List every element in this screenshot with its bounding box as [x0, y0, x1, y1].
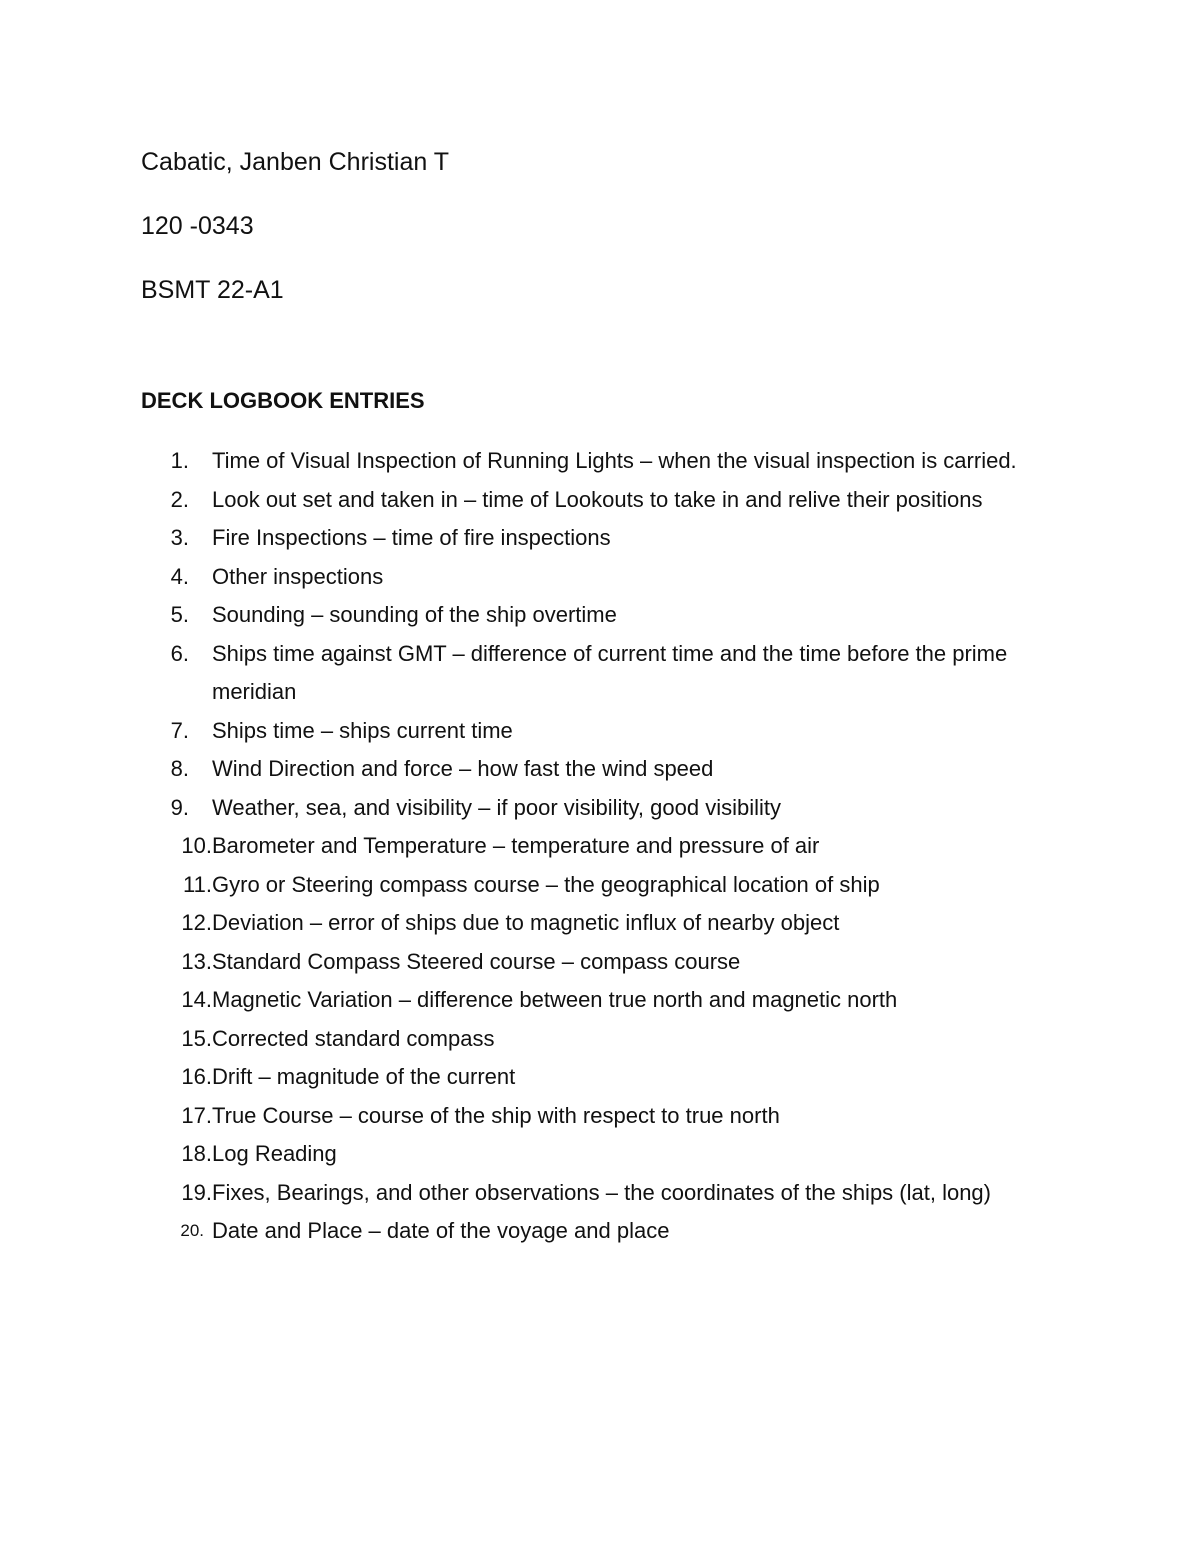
list-item-number: 7.	[170, 717, 189, 743]
document-title: DECK LOGBOOK ENTRIES	[141, 388, 425, 413]
list-item-text: Wind Direction and force – how fast the wind speed	[212, 756, 714, 781]
list-item-text: Deviation – error of ships due to magnetic influx of nearby object	[212, 910, 840, 935]
list-item-number: 14.	[181, 987, 212, 1012]
list-item-number: 1.	[170, 448, 189, 473]
list-item	[141, 827, 1071, 866]
list-item	[141, 712, 1071, 751]
list-item	[141, 981, 1071, 1020]
list-item-text: True Course – course of the ship with respect to true north	[212, 1102, 780, 1128]
list-item	[141, 1058, 1071, 1097]
list-item-number: 18.	[181, 1141, 212, 1166]
list-item-text: Gyro or Steering compass course – the geographical location of ship	[212, 871, 880, 897]
list-item-text: Standard Compass Steered course – compass course	[212, 948, 741, 974]
list-item-text: Ships time – ships current time	[212, 717, 513, 743]
list-item-text: Barometer and Temperature – temperature and pressure of air	[212, 833, 820, 858]
list-item	[141, 904, 1071, 943]
list-item-text: Log Reading	[212, 1141, 337, 1166]
logbook-entries-list	[141, 442, 1071, 1251]
list-item-number: 2.	[170, 486, 189, 512]
list-item-number: 17.	[181, 1102, 212, 1128]
list-item	[141, 1097, 1071, 1136]
list-item-text: Drift – magnitude of the current	[212, 1064, 516, 1089]
list-item-number: 12.	[181, 910, 212, 935]
list-item	[141, 596, 1071, 635]
student-id: 120 -0343	[141, 212, 254, 240]
list-item-number: 8.	[170, 756, 189, 781]
list-item-text: Corrected standard compass	[212, 1025, 495, 1051]
list-item-number: 9.	[170, 794, 189, 820]
list-item	[141, 789, 1071, 828]
list-item-text: Date and Place – date of the voyage and place	[212, 1218, 670, 1243]
list-item-text: Fire Inspections – time of fire inspections	[212, 525, 611, 550]
list-item-text: Time of Visual Inspection of Running Lights – when the visual inspection is carried.	[212, 448, 1017, 473]
list-item-number: 4.	[170, 563, 189, 589]
list-item	[141, 519, 1071, 558]
list-item-number: 19.	[181, 1179, 212, 1205]
list-item-text: Look out set and taken in – time of Lookouts to take in and relive their positions	[212, 486, 983, 512]
list-item-text: Ships time against GMT – difference of current time and the time before the prime meridian	[212, 640, 1008, 704]
list-item	[141, 943, 1071, 982]
student-name: Cabatic, Janben Christian T	[141, 148, 450, 176]
list-item-text: Other inspections	[212, 563, 384, 589]
list-item-number: 10.	[181, 833, 212, 858]
list-item-text: Weather, sea, and visibility – if poor visibility, good visibility	[212, 794, 781, 820]
list-item	[141, 481, 1071, 520]
list-item-number: 3.	[170, 525, 189, 550]
list-item	[141, 866, 1071, 905]
list-item	[141, 750, 1071, 789]
list-item-text: Sounding – sounding of the ship overtime	[212, 602, 617, 627]
list-item	[141, 1020, 1071, 1059]
list-item-number: 20.	[180, 1221, 204, 1240]
list-item	[141, 1135, 1071, 1174]
list-item-text: Fixes, Bearings, and other observations – the coordinates of the ships (lat, long)	[212, 1179, 991, 1205]
list-item	[141, 442, 1071, 481]
list-item	[141, 1212, 1071, 1251]
list-item-number: 6.	[170, 640, 189, 666]
list-item-number: 15.	[181, 1025, 212, 1051]
list-item-number: 11.	[183, 871, 212, 897]
student-section: BSMT 22-A1	[141, 276, 284, 304]
list-item	[141, 1174, 1071, 1213]
list-item	[141, 558, 1071, 597]
list-item-number: 5.	[170, 602, 189, 627]
list-item	[141, 635, 1071, 712]
list-item-number: 13.	[181, 948, 212, 974]
list-item-number: 16.	[181, 1064, 212, 1089]
list-item-text: Magnetic Variation – difference between true north and magnetic north	[212, 987, 898, 1012]
